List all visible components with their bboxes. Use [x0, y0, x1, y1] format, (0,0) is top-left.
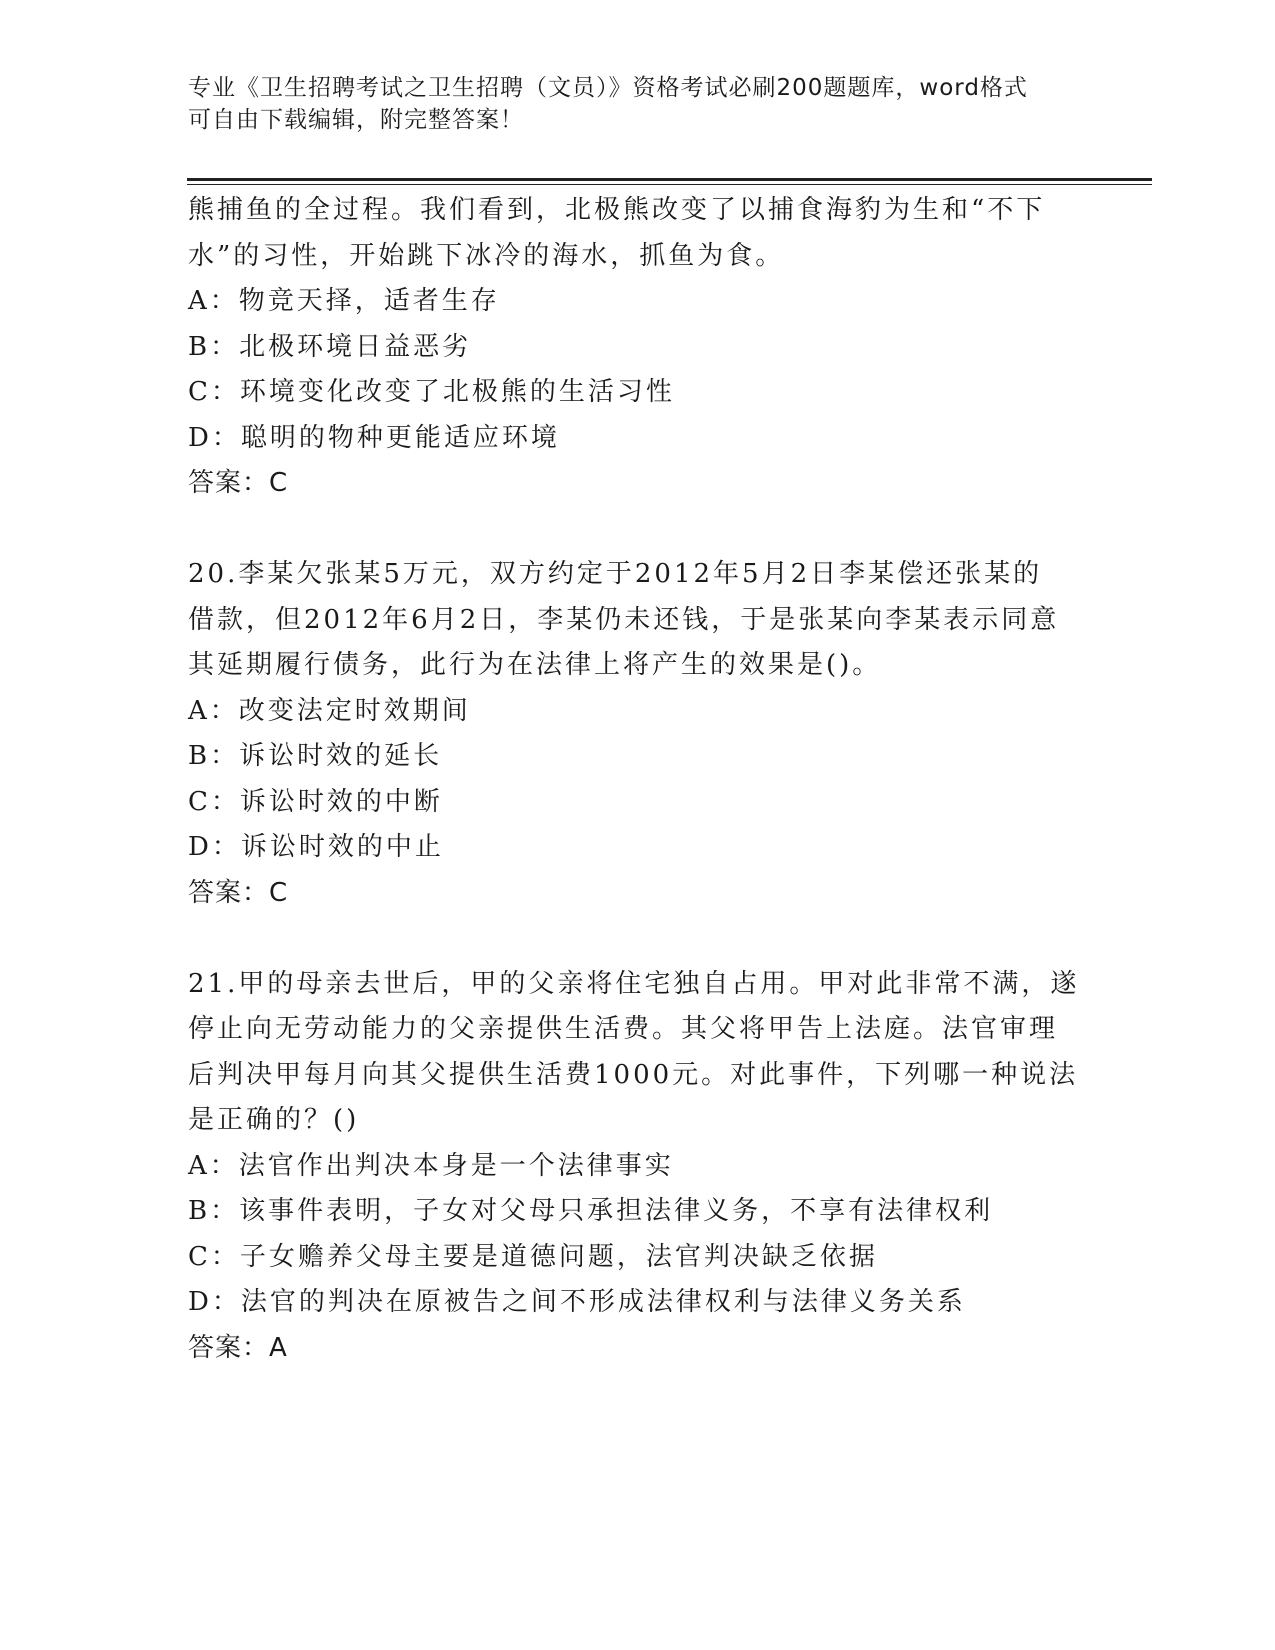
question-stem-line: 21.甲的母亲去世后，甲的父亲将住宅独自占用。甲对此非常不满，遂	[188, 968, 1080, 999]
question-stem-line: 停止向无劳动能力的父亲提供生活费。其父将甲告上法庭。法官审理	[188, 1014, 1059, 1044]
answer-line: 答案：A	[188, 1332, 288, 1363]
option-a: A：物竞天择，适者生存	[188, 286, 500, 316]
question-20	[188, 552, 1088, 916]
question-gap	[188, 916, 1088, 962]
question-stem-line: 后判决甲每月向其父提供生活费1000元。对此事件，下列哪一种说法	[188, 1059, 1079, 1090]
option-c: C：诉讼时效的中断	[188, 786, 443, 817]
option-a: A：法官作出判决本身是一个法律事实	[188, 1150, 674, 1181]
header-line-2: 可自由下载编辑，附完整答案！	[188, 107, 524, 133]
option-b: B：该事件表明，子女对父母只承担法律义务，不享有法律权利	[188, 1196, 994, 1226]
question-gap	[188, 507, 1088, 553]
option-c: C：子女赡养父母主要是道德问题，法官判决缺乏依据	[188, 1241, 878, 1272]
question-stem-line: 20.李某欠张某5万元，双方约定于2012年5月2日李某偿还张某的	[188, 559, 1043, 589]
question-stem-line: 其延期履行债务，此行为在法律上将产生的效果是()。	[188, 650, 882, 680]
option-a: A：改变法定时效期间	[188, 695, 471, 726]
question-stem-line: 熊捕鱼的全过程。我们看到，北极熊改变了以捕食海豹为生和“不下	[188, 195, 1046, 225]
answer-line: 答案：C	[188, 877, 289, 908]
question-19	[188, 188, 1088, 507]
header-divider-thick	[187, 178, 1152, 181]
option-b: B：北极环境日益恶劣	[188, 331, 472, 362]
option-d: D：法官的判决在原被告之间不形成法律权利与法律义务关系	[188, 1287, 966, 1317]
option-c: C：环境变化改变了北极熊的生活习性	[188, 377, 675, 407]
question-stem-line: 水”的习性，开始跳下冰冷的海水，抓鱼为食。	[188, 240, 785, 271]
header-divider-thin	[187, 184, 1152, 185]
question-list	[188, 188, 1088, 1371]
question-stem-line: 是正确的？()	[188, 1105, 360, 1135]
option-d: D：聪明的物种更能适应环境	[188, 422, 560, 453]
option-d: D：诉讼时效的中止	[188, 832, 444, 862]
header-line-1: 专业《卫生招聘考试之卫生招聘（文员）》资格考试必刷200题题库，word格式	[188, 75, 1028, 101]
question-stem-line: 借款，但2012年6月2日，李某仍未还钱，于是张某向李某表示同意	[188, 604, 1060, 635]
question-21	[188, 962, 1088, 1372]
option-b: B：诉讼时效的延长	[188, 741, 443, 771]
document-header	[188, 72, 1088, 136]
answer-line: 答案：C	[188, 468, 289, 498]
